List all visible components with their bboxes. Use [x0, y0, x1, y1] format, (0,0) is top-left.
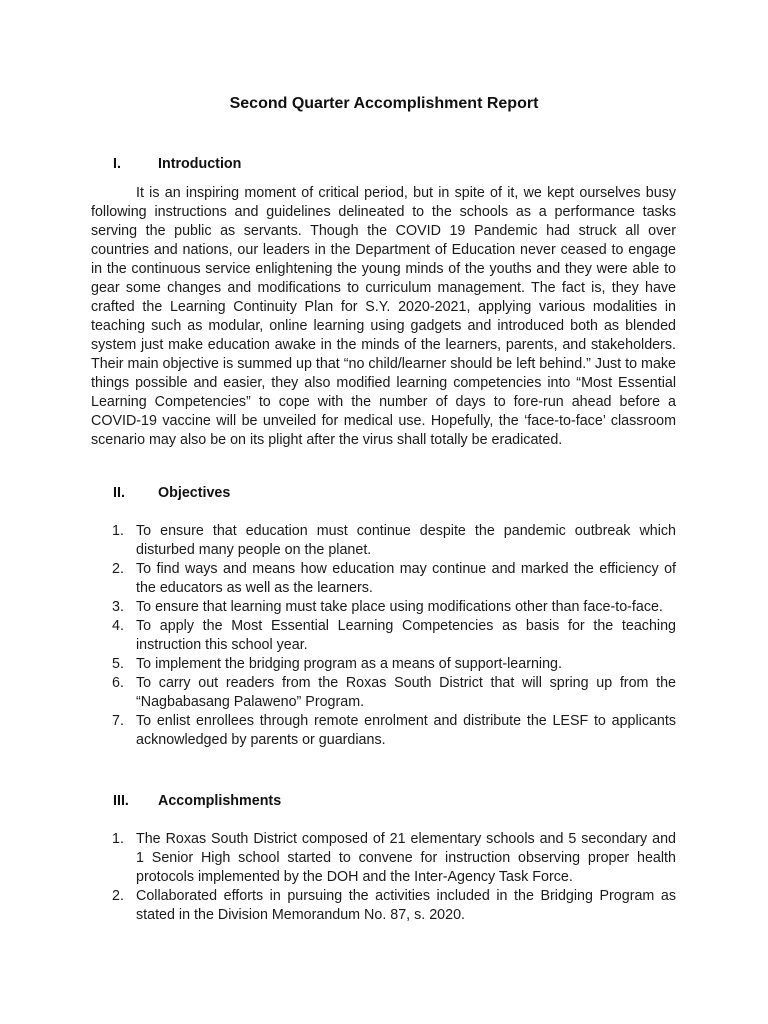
list-item-text: To implement the bridging program as a means of support-learning.: [136, 656, 562, 672]
list-marker: 2.: [112, 561, 124, 577]
section-title: Introduction: [158, 156, 242, 172]
list-marker: 1.: [112, 523, 124, 539]
section-title: Objectives: [158, 485, 231, 501]
list-marker: 2.: [112, 888, 124, 904]
list-item: [91, 674, 676, 712]
list-item: [91, 887, 676, 925]
list-item: [91, 560, 676, 598]
list-item-text: To ensure that education must continue despite the pandemic outbreak which disturbed many people on the planet.: [136, 523, 676, 558]
list-item-text: To find ways and means how education may continue and marked the efficiency of the educators as well as the learners.: [136, 561, 676, 596]
accomplishments-list: [91, 830, 676, 925]
section-number: I.: [113, 156, 121, 172]
section-heading-introduction: [113, 155, 241, 174]
list-item-text: The Roxas South District composed of 21 elementary schools and 5 secondary and 1 Senior High school started to convene for instruction observing proper health protocols implemented by the DOH and the Inter-Agency Task Force.: [136, 831, 676, 885]
section-number: III.: [113, 793, 129, 809]
introduction-paragraph: It is an inspiring moment of critical period, but in spite of it, we kept ourselves busy following instructions and guidelines delineated to the schools as a performance tasks serving the public as servants. Though the COVID 19 Pandemic had struck all over countries and nations, our leaders in the Department of Education never ceased to engage in the continuous service enlightening the young minds of the youths and they were able to gear some changes and modifications to curriculum management. The fact is, they have crafted the Learning Continuity Plan for S.Y. 2020-2021, applying various modalities in teaching such as modular, online learning using gadgets and introduced both as blended system just make education awake in the minds of the learners, parents, and stakeholders. Their main objective is summed up that “no child/learner should be left behind.” Just to make things possible and easier, they also modified learning competencies into “Most Essential Learning Competencies” to cope with the number of days to fore-run ahead before a COVID-19 vaccine will be unveiled for medical use. Hopefully, the ‘face-to-face’ classroom scenario may also be on its plight after the virus shall totally be eradicated.: [91, 185, 676, 448]
list-item: [91, 598, 676, 617]
list-marker: 5.: [112, 656, 124, 672]
section-heading-objectives: [113, 484, 230, 503]
list-item: [91, 617, 676, 655]
list-item-text: To ensure that learning must take place using modifications other than face-to-face.: [136, 599, 663, 615]
list-marker: 1.: [112, 831, 124, 847]
list-item: [91, 712, 676, 750]
list-item-text: To apply the Most Essential Learning Competencies as basis for the teaching instruction this school year.: [136, 618, 676, 653]
list-marker: 3.: [112, 599, 124, 615]
list-marker: 6.: [112, 675, 124, 691]
list-item-text: To carry out readers from the Roxas South District that will spring up from the “Nagbabasang Palaweno” Program.: [136, 675, 676, 710]
section-title: Accomplishments: [158, 793, 282, 809]
section-number: II.: [113, 485, 125, 501]
list-item-text: Collaborated efforts in pursuing the activities included in the Bridging Program as stated in the Division Memorandum No. 87, s. 2020.: [136, 888, 676, 923]
list-item: [91, 655, 676, 674]
list-marker: 7.: [112, 713, 124, 729]
objectives-list: [91, 522, 676, 750]
section-heading-accomplishments: [113, 792, 281, 811]
list-item-text: To enlist enrollees through remote enrolment and distribute the LESF to applicants acknowledged by parents or guardians.: [136, 713, 676, 748]
document-title: Second Quarter Accomplishment Report: [229, 95, 539, 112]
list-marker: 4.: [112, 618, 124, 634]
list-item: [91, 522, 676, 560]
list-item: [91, 830, 676, 887]
